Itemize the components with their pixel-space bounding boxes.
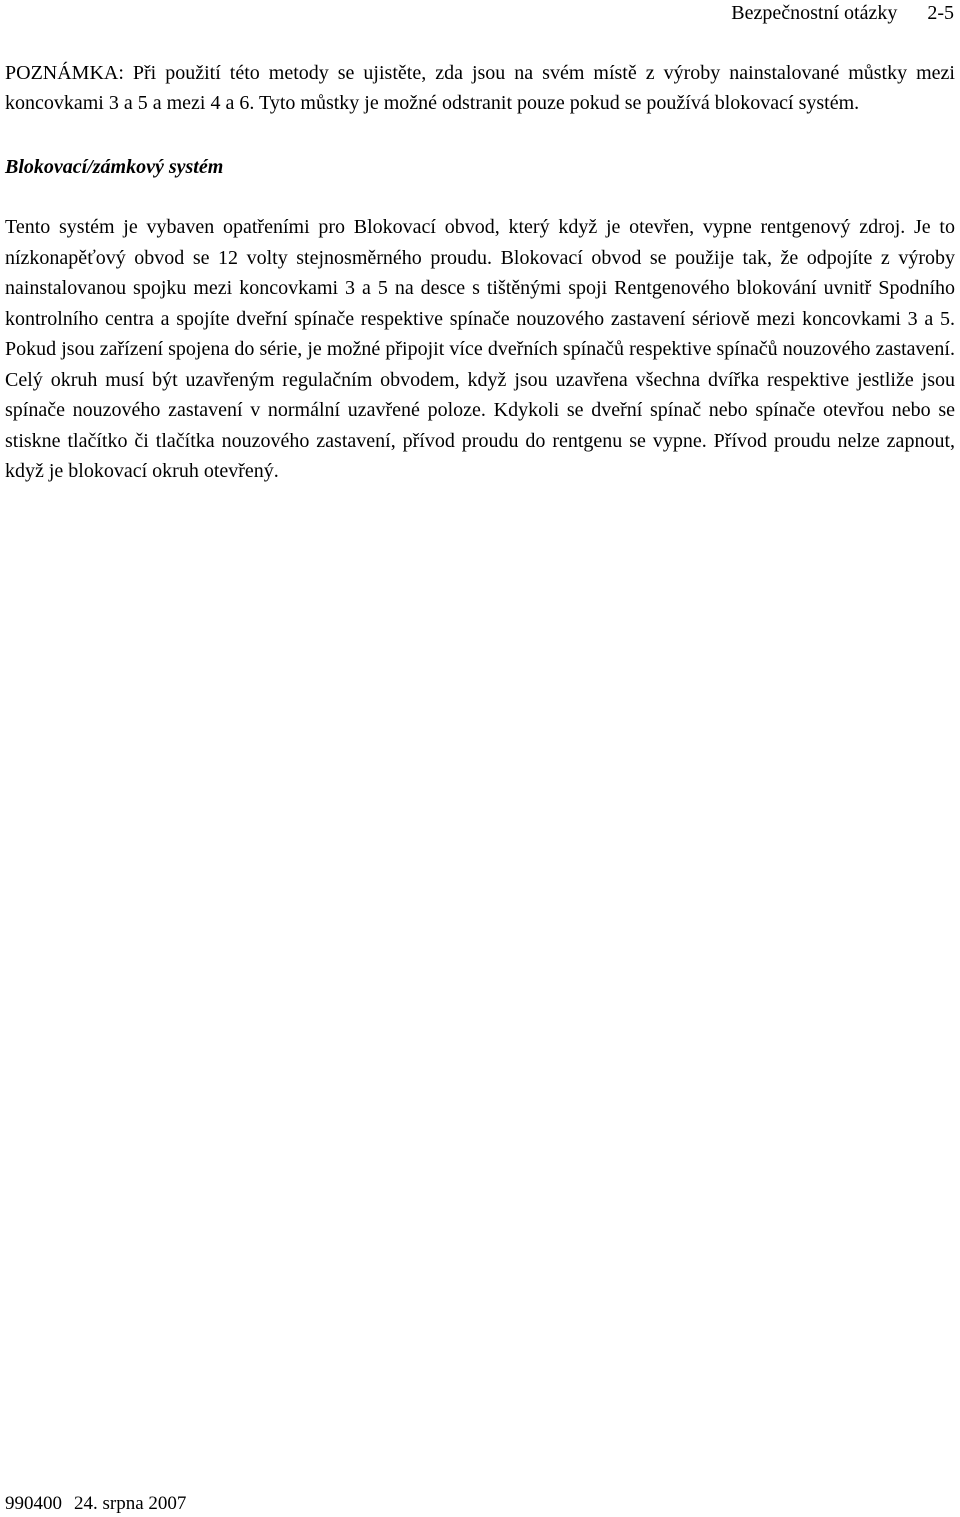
page-header bbox=[731, 0, 954, 26]
section-title: Blokovací/zámkový systém bbox=[5, 156, 224, 178]
note-label: POZNÁMKA bbox=[5, 62, 119, 84]
footer-date: 24. srpna 2007 bbox=[74, 1493, 187, 1514]
page-footer bbox=[5, 1492, 186, 1516]
section-paragraph: Tento systém je vybaven opatřeními pro Blokovací obvod, který když je otevřen, vypne rentgenový zdroj. Je to nízkonapěťový obvod se 12 volty stejnosměrného proudu. Blokovací obvod se použije tak, že odpojíte z výroby nainstalovanou spojku mezi koncovkami 3 a 5 na desce s tištěnými spoji Rentgenového blokování uvnitř Spodního kontrolního centra a spojíte dveřní spínače respektive spínače nouzového zastavení sériově mezi koncovkami 3 a 5. Pokud jsou zařízení spojena do série, je možné připojit více dveřních spínačů respektive spínačů nouzového zastavení. Celý okruh musí být uzavřeným regulačním obvodem, když jsou uzavřena všechna dvířka respektive jestliže jsou spínače nouzového zastavení v normální uzavřené poloze. Kdykoli se dveřní spínač nebo spínače otevřou nebo se stiskne tlačítko či tlačítka nouzového zastavení, přívod proudu do rentgenu se vypne. Přívod proudu nelze zapnout, když je blokovací okruh otevřený. bbox=[5, 216, 955, 482]
document-body bbox=[5, 58, 955, 487]
note-text: : Při použití této metody se ujistěte, zda jsou na svém místě z výroby nainstalované můstky mezi koncovkami 3 a 5 a mezi 4 a 6. Tyto můstky je možné odstranit pouze pokud se používá blokovací systém. bbox=[5, 62, 955, 114]
note-paragraph bbox=[5, 58, 955, 118]
footer-doc-number: 990400 bbox=[5, 1493, 62, 1514]
header-title: Bezpečnostní otázky bbox=[731, 2, 898, 24]
page-number: 2-5 bbox=[927, 2, 954, 24]
